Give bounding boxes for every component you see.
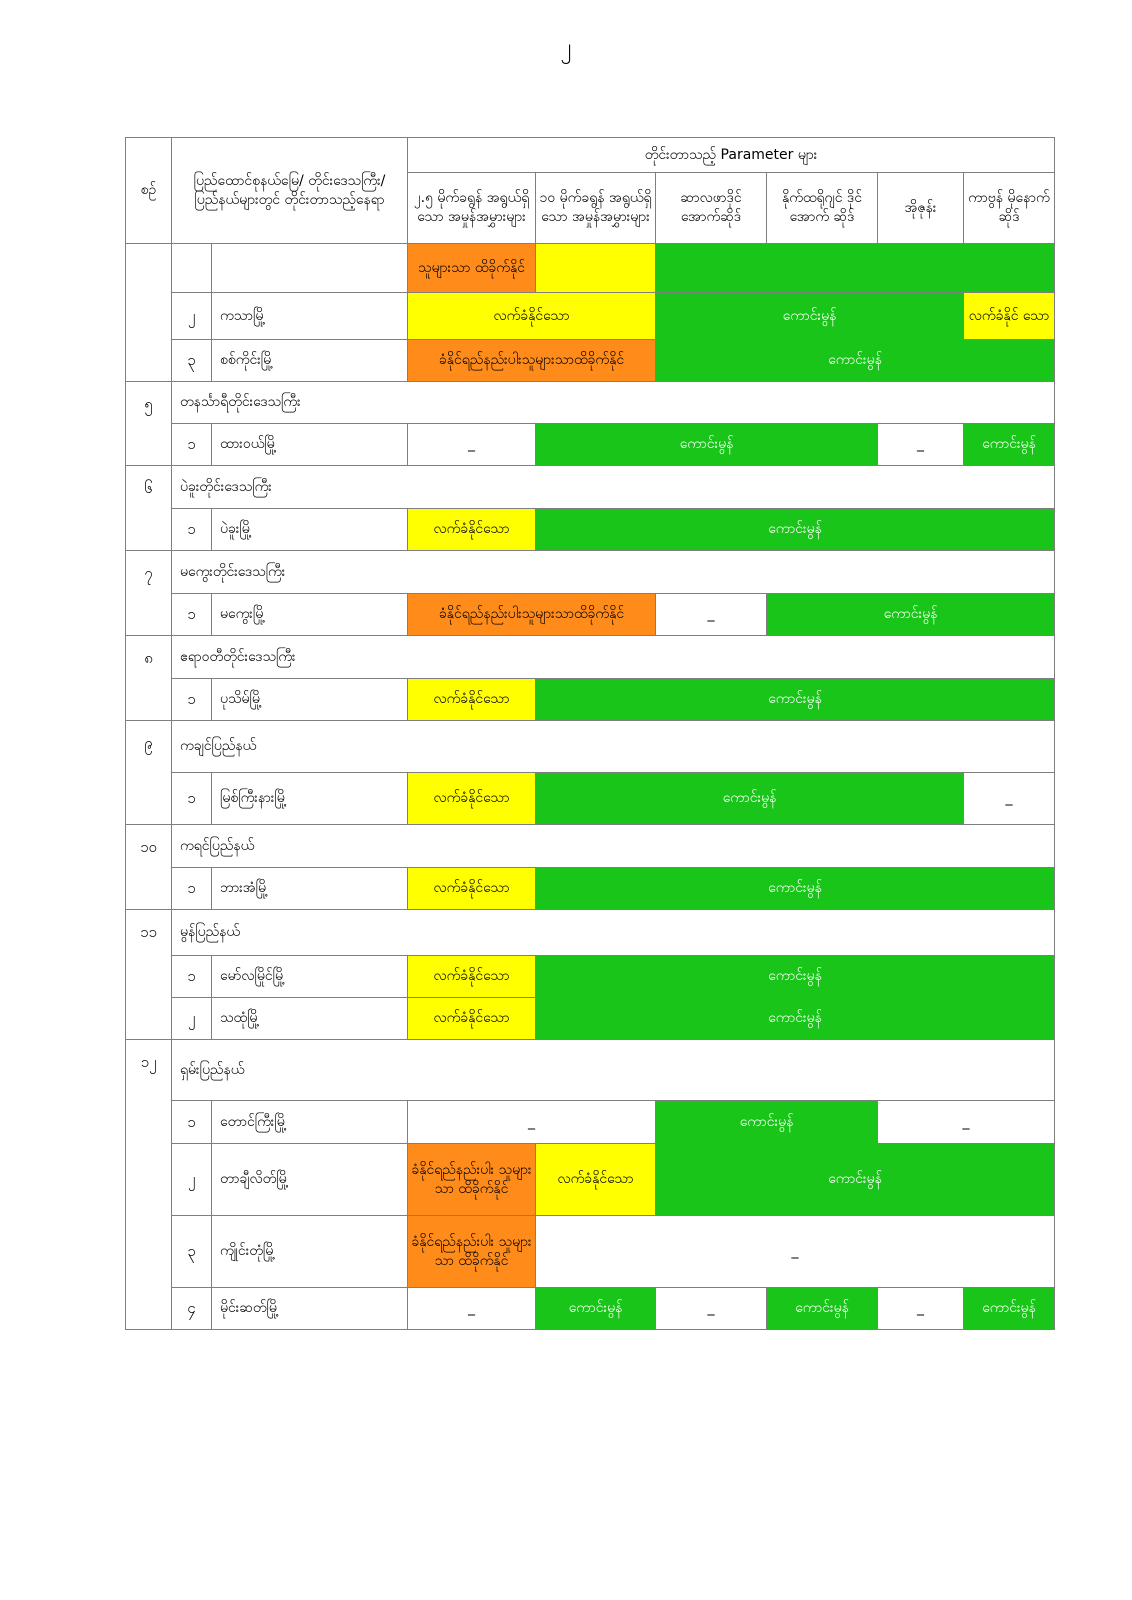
status-cell-good: ကောင်းမွန် [536,998,1055,1040]
status-cell-moderate: လက်ခံနိုင်သော [408,509,536,551]
city-no: ၄ [172,1288,212,1330]
region-row [126,466,1055,509]
city-no: ၂ [172,293,212,340]
status-cell-moderate: လက်ခံနိုင်သော [408,293,656,340]
city-no: ၃ [172,340,212,382]
region-serial: ၁၁ [126,910,172,1040]
table-row [126,998,1055,1040]
region-name: တနင်္သာရီတိုင်းဒေသကြီး [172,382,1055,424]
city-name: မော်လမြိုင်မြို့ [212,956,408,998]
status-cell-good-empty [656,244,1055,293]
region-row [126,721,1055,773]
city-no: ၂ [172,998,212,1040]
status-cell-moderate: လက်ခံနိုင်သော [408,679,536,721]
region-name: ဧရာဝတီတိုင်းဒေသကြီး [172,636,1055,679]
city-name: သထုံမြို့ [212,998,408,1040]
status-cell-none: _ [964,773,1055,825]
city-name: စစ်ကိုင်းမြို့ [212,340,408,382]
region-row [126,382,1055,424]
status-cell-good: ကောင်းမွန် [536,424,878,466]
status-cell-good: ကောင်းမွန် [656,293,964,340]
city-name: ထားဝယ်မြို့ [212,424,408,466]
status-cell-moderate: လက်ခံနိုင်သော [408,956,536,998]
table-row [126,1288,1055,1330]
status-cell-good: ကောင်းမွန် [536,1288,656,1330]
status-cell-moderate: လက်ခံနိုင်သော [408,773,536,825]
table-row [126,509,1055,551]
status-cell-none: _ [408,1288,536,1330]
city-no: ၁ [172,424,212,466]
status-cell-sensitive: သူများသာ ထိခိုက်နိုင် [408,244,536,293]
table-row [126,773,1055,825]
status-cell-good: ကောင်းမွန် [964,1288,1055,1330]
city-no: ၁ [172,594,212,636]
city-no: ၁ [172,509,212,551]
city-no-cell [172,244,212,293]
status-cell-sensitive: ခံနိုင်ရည်နည်းပါးသူများသာထိခိုက်နိုင် [408,340,656,382]
city-name: တောင်ကြီးမြို့ [212,1101,408,1144]
status-cell-moderate: လက်ခံနိုင်သော [408,998,536,1040]
status-cell-none: _ [878,424,964,466]
region-row [126,1040,1055,1101]
table-row [126,679,1055,721]
region-name: ရှမ်းပြည်နယ် [172,1040,1055,1101]
status-cell-sensitive: ခံနိုင်ရည်နည်းပါးသူများသာထိခိုက်နိုင် [408,594,656,636]
region-name: ကရင်ပြည်နယ် [172,825,1055,868]
city-no: ၁ [172,868,212,910]
city-name: မကွေးမြို့ [212,594,408,636]
air-quality-table [125,137,1055,1330]
header-row-1 [126,138,1055,173]
page-number: ၂ [560,35,572,60]
city-no: ၁ [172,1101,212,1144]
table-row [126,424,1055,466]
status-cell-moderate-empty [536,244,656,293]
region-row [126,636,1055,679]
region-serial: ၉ [126,721,172,825]
status-cell-good: ကောင်းမွန် [656,1144,1055,1216]
region-serial: ၇ [126,551,172,636]
city-name: မြစ်ကြီးနားမြို့ [212,773,408,825]
region-serial: ၈ [126,636,172,721]
region-name: ပဲခူးတိုင်းဒေသကြီး [172,466,1055,509]
city-no: ၁ [172,679,212,721]
table-row [126,1101,1055,1144]
table-row [126,594,1055,636]
status-cell-none: _ [656,1288,767,1330]
header-parameters-title: တိုင်းတာသည့် Parameter များ [408,138,1055,173]
status-cell-none: _ [408,424,536,466]
region-serial: ၁၂ [126,1040,172,1330]
status-cell-none: _ [878,1288,964,1330]
header-so2: ဆာလဖာဒိုင် အောက်ဆိုဒ် [656,173,767,244]
status-cell-good: ကောင်းမွန် [536,868,1055,910]
city-name-cell [212,244,408,293]
city-no: ၃ [172,1216,212,1288]
status-cell-good: ကောင်းမွန် [767,594,1055,636]
table-row [126,1216,1055,1288]
status-cell-moderate: လက်ခံနိုင်သော [536,1144,656,1216]
status-cell-good: ကောင်းမွန် [964,424,1055,466]
region-row [126,910,1055,956]
status-cell-moderate: လက်ခံနိုင် သော [964,293,1055,340]
status-cell-good: ကောင်းမွန် [536,679,1055,721]
region-serial: ၁၀ [126,825,172,910]
header-pm10: ၁၀ မိုက်ခရွန် အရွယ်ရှိသော အမှုန်အမွှားများ [536,173,656,244]
city-name: ပဲခူးမြို့ [212,509,408,551]
header-location: ပြည်ထောင်စုနယ်မြေ/ တိုင်းဒေသကြီး/ပြည်နယ်များတွင် တိုင်းတာသည့်နေရာ [172,138,408,244]
city-name: ပုသိမ်မြို့ [212,679,408,721]
status-cell-sensitive: ခံနိုင်ရည်နည်းပါး သူများသာ ထိခိုက်နိုင် [408,1216,536,1288]
table-row [126,868,1055,910]
table-row [126,956,1055,998]
region-serial: ၅ [126,382,172,466]
region-name: မကွေးတိုင်းဒေသကြီး [172,551,1055,594]
city-name: ဘားအံမြို့ [212,868,408,910]
table-row [126,1144,1055,1216]
city-name: ကသာမြို့ [212,293,408,340]
region-name: မွန်ပြည်နယ် [172,910,1055,956]
header-ozone: အိုဇုန်း [878,173,964,244]
city-no: ၁ [172,773,212,825]
city-no: ၁ [172,956,212,998]
status-cell-none: _ [656,594,767,636]
city-name: ကျိုင်းတုံမြို့ [212,1216,408,1288]
region-serial: ၆ [126,466,172,551]
header-co: ကာဗွန် မိုနောက် ဆိုဒ် [964,173,1055,244]
header-no2: နိုက်ထရိုဂျင် ဒိုင်အောက် ဆိုဒ် [767,173,878,244]
city-no: ၂ [172,1144,212,1216]
header-pm25: ၂.၅ မိုက်ခရွန် အရွယ်ရှိသော အမှုန်အမွှားများ [408,173,536,244]
region-name: ကချင်ပြည်နယ် [172,721,1055,773]
table-row [126,293,1055,340]
status-cell-none: _ [878,1101,1055,1144]
region-row [126,551,1055,594]
header-serial: စဉ် [126,138,172,244]
status-cell-sensitive: ခံနိုင်ရည်နည်းပါး သူများသာ ထိခိုက်နိုင် [408,1144,536,1216]
status-cell-moderate: လက်ခံနိုင်သော [408,868,536,910]
status-cell-good: ကောင်းမွန် [536,956,1055,998]
status-cell-good: ကောင်းမွန် [767,1288,878,1330]
table-row [126,244,1055,293]
status-cell-good: ကောင်းမွန် [536,773,964,825]
city-name: မိုင်းဆတ်မြို့ [212,1288,408,1330]
status-cell-good: ကောင်းမွန် [536,509,1055,551]
status-cell-none: _ [408,1101,656,1144]
status-cell-none: _ [536,1216,1055,1288]
city-name: တာချီလိတ်မြို့ [212,1144,408,1216]
serial-cell [126,244,172,382]
status-cell-good: ကောင်းမွန် [656,1101,878,1144]
status-cell-good: ကောင်းမွန် [656,340,1055,382]
region-row [126,825,1055,868]
table-row [126,340,1055,382]
